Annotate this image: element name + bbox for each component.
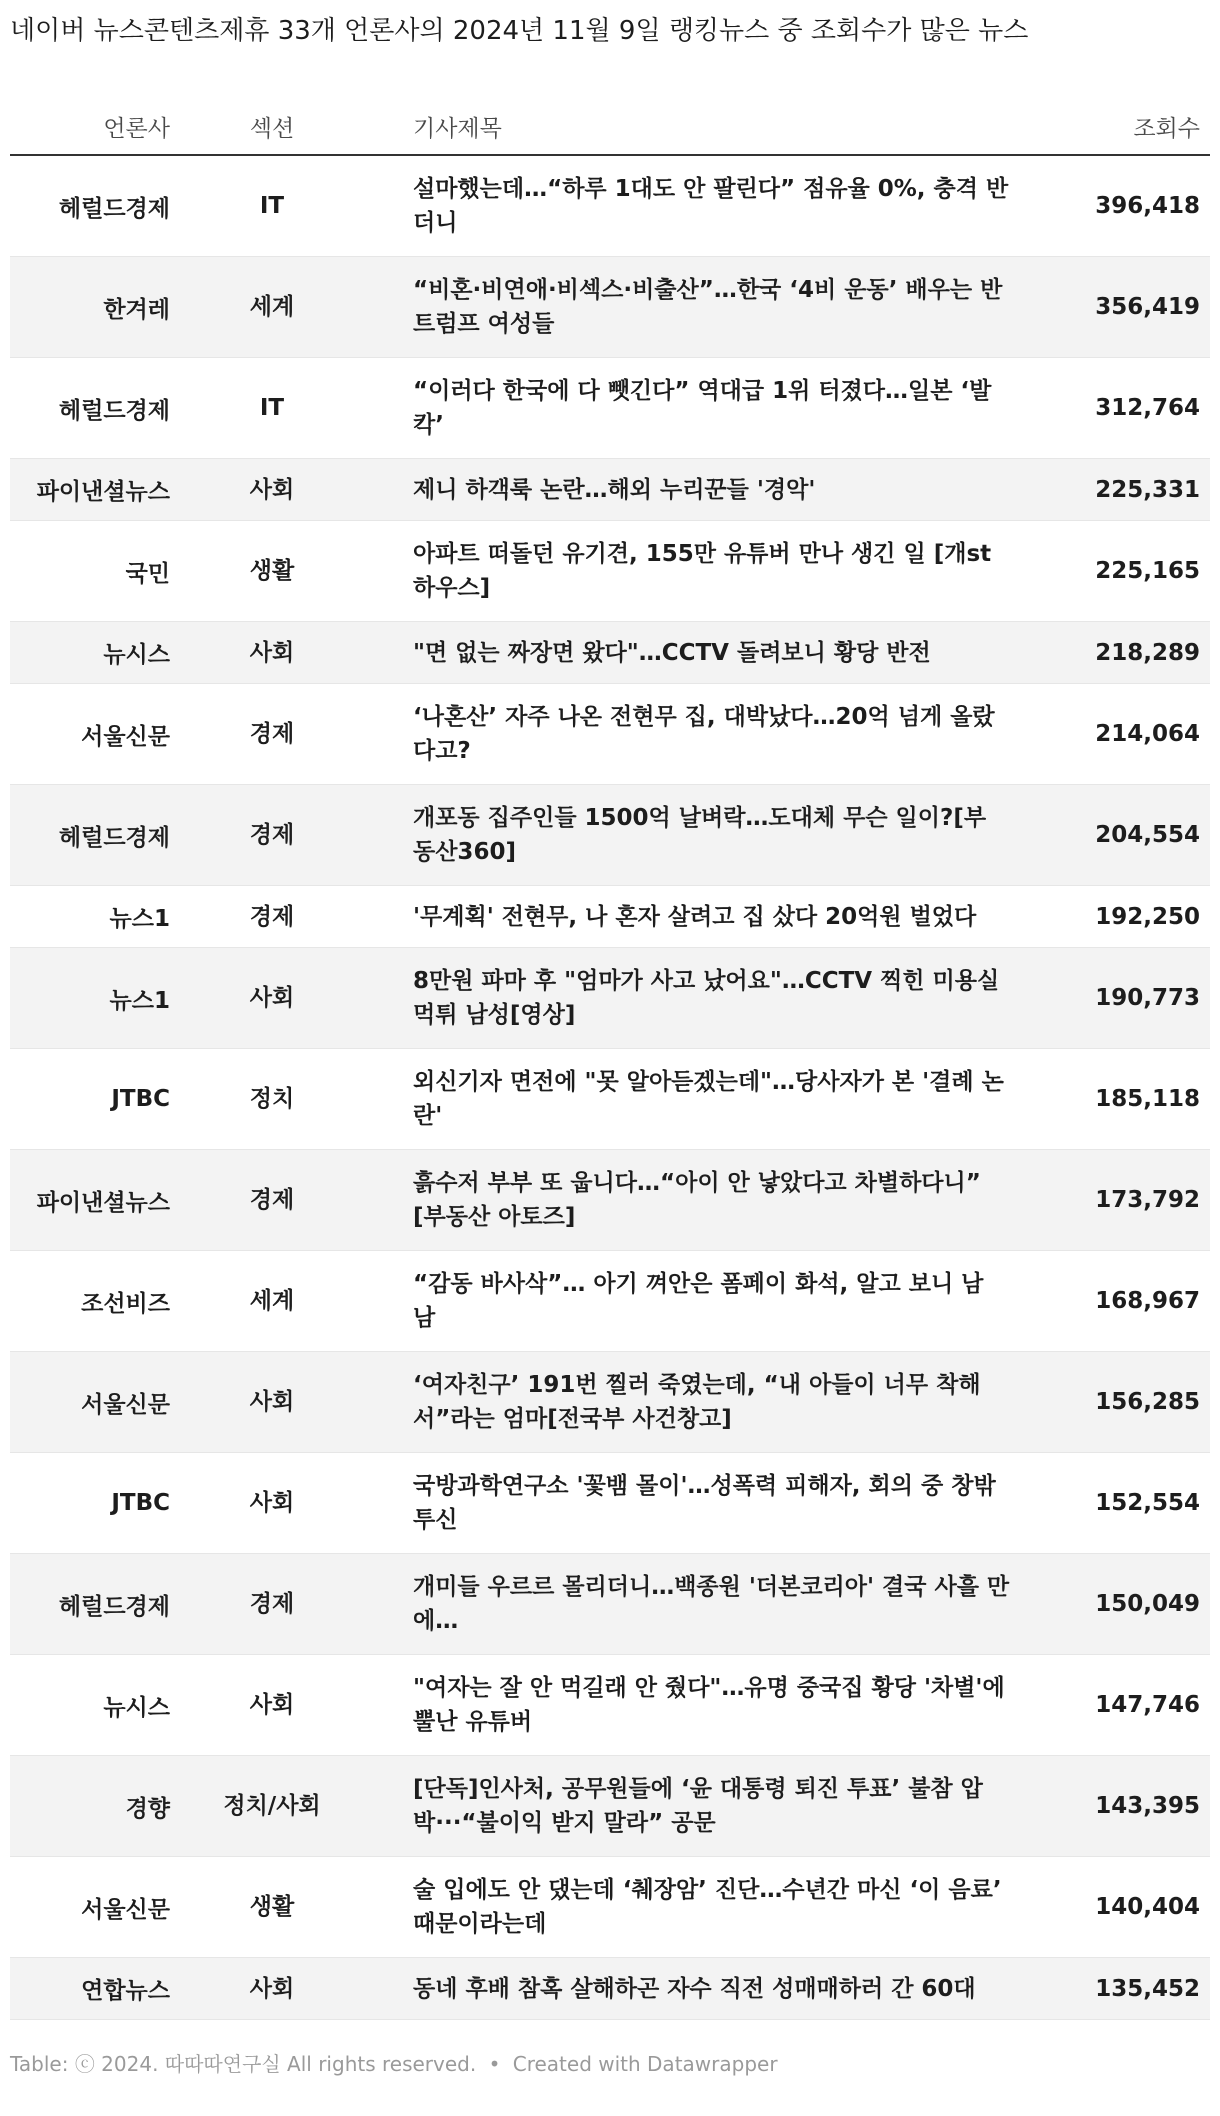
cell-headline: "여자는 잘 안 먹길래 안 줬다"…유명 중국집 황당 '차별'에 뿔난 유튜버 [368,1655,1050,1756]
table-row [10,257,1210,358]
cell-views: 356,419 [1050,257,1210,358]
cell-views: 214,064 [1050,684,1210,785]
table-row [10,358,1210,459]
table-row [10,1756,1210,1857]
cell-press: 파이낸셜뉴스 [10,459,176,521]
cell-section: IT [176,155,368,257]
footer-source: Table: ⓒ 2024. 따따따연구실 All rights reserved. [10,2052,477,2076]
cell-views: 135,452 [1050,1958,1210,2020]
cell-press: 연합뉴스 [10,1958,176,2020]
cell-headline: 개미들 우르르 몰리더니…백종원 '더본코리아' 결국 사흘 만에… [368,1554,1050,1655]
column-header-press[interactable]: 언론사 [10,98,176,155]
cell-section: 경제 [176,785,368,886]
cell-section: 경제 [176,684,368,785]
cell-press: 국민 [10,521,176,622]
table-row [10,948,1210,1049]
cell-views: 204,554 [1050,785,1210,886]
cell-section: 경제 [176,1554,368,1655]
cell-press: 뉴시스 [10,1655,176,1756]
cell-views: 312,764 [1050,358,1210,459]
table-row [10,1857,1210,1958]
cell-headline: 흙수저 부부 또 웁니다…“아이 안 낳았다고 차별하다니” [부동산 아토즈] [368,1150,1050,1251]
cell-section: 사회 [176,1655,368,1756]
cell-press: 헤럴드경제 [10,785,176,886]
cell-headline: 외신기자 면전에 "못 알아듣겠는데"…당사자가 본 '결례 논란' [368,1049,1050,1150]
cell-press: 서울신문 [10,1352,176,1453]
table-row [10,155,1210,257]
cell-section: 사회 [176,1958,368,2020]
cell-headline: “감동 바사삭”… 아기 껴안은 폼페이 화석, 알고 보니 남 남 [368,1251,1050,1352]
cell-views: 192,250 [1050,886,1210,948]
column-header-headline[interactable]: 기사제목 [368,98,1050,155]
cell-headline: "면 없는 짜장면 왔다"…CCTV 돌려보니 황당 반전 [368,622,1050,684]
cell-headline: ‘여자친구’ 191번 찔러 죽였는데, “내 아들이 너무 착해 서”라는 엄마[전국부 사건창고] [368,1352,1050,1453]
cell-press: 뉴스1 [10,948,176,1049]
cell-section: 세계 [176,257,368,358]
cell-headline: 아파트 떠돌던 유기견, 155만 유튜버 만나 생긴 일 [개st 하우스] [368,521,1050,622]
cell-press: 한겨레 [10,257,176,358]
cell-press: 파이낸셜뉴스 [10,1150,176,1251]
cell-press: 경향 [10,1756,176,1857]
cell-headline: 제니 하객룩 논란…해외 누리꾼들 '경악' [368,459,1050,521]
table-row [10,886,1210,948]
cell-views: 168,967 [1050,1251,1210,1352]
cell-press: 조선비즈 [10,1251,176,1352]
ranking-table [10,98,1210,2020]
table-row [10,1251,1210,1352]
cell-section: 정치 [176,1049,368,1150]
cell-views: 185,118 [1050,1049,1210,1150]
cell-headline: 8만원 파마 후 "엄마가 사고 났어요"…CCTV 찍힌 미용실 먹튀 남성[영상] [368,948,1050,1049]
table-row [10,622,1210,684]
cell-press: 뉴시스 [10,622,176,684]
cell-section: 생활 [176,521,368,622]
cell-press: 서울신문 [10,684,176,785]
cell-section: 경제 [176,1150,368,1251]
table-row [10,1655,1210,1756]
table-row [10,1958,1210,2020]
cell-section: 세계 [176,1251,368,1352]
table-row [10,1150,1210,1251]
cell-headline: 개포동 집주인들 1500억 날벼락…도대체 무슨 일이?[부 동산360] [368,785,1050,886]
cell-press: 헤럴드경제 [10,155,176,257]
cell-views: 190,773 [1050,948,1210,1049]
cell-headline: “이러다 한국에 다 뺏긴다” 역대급 1위 터졌다…일본 ‘발 칵’ [368,358,1050,459]
cell-section: IT [176,358,368,459]
table-row [10,684,1210,785]
table-row [10,1453,1210,1554]
column-header-section[interactable]: 섹션 [176,98,368,155]
cell-views: 147,746 [1050,1655,1210,1756]
cell-views: 152,554 [1050,1453,1210,1554]
cell-press: 뉴스1 [10,886,176,948]
cell-press: JTBC [10,1049,176,1150]
cell-section: 사회 [176,948,368,1049]
cell-views: 173,792 [1050,1150,1210,1251]
cell-section: 경제 [176,886,368,948]
cell-section: 사회 [176,1352,368,1453]
cell-section: 정치/사회 [176,1756,368,1857]
cell-views: 150,049 [1050,1554,1210,1655]
table-row [10,521,1210,622]
cell-headline: 국방과학연구소 '꽃뱀 몰이'…성폭력 피해자, 회의 중 창밖 투신 [368,1453,1050,1554]
cell-section: 사회 [176,622,368,684]
column-header-views[interactable]: 조회수 [1050,98,1210,155]
cell-headline: 술 입에도 안 댔는데 ‘췌장암’ 진단…수년간 마신 ‘이 음료’ 때문이라는데 [368,1857,1050,1958]
cell-press: 헤럴드경제 [10,1554,176,1655]
cell-section: 사회 [176,459,368,521]
table-header [10,98,1210,155]
cell-views: 140,404 [1050,1857,1210,1958]
cell-press: JTBC [10,1453,176,1554]
cell-views: 225,331 [1050,459,1210,521]
table-row [10,785,1210,886]
cell-headline: [단독]인사처, 공무원들에 ‘윤 대통령 퇴진 투표’ 불참 압 박···“불이익 받지 말라” 공문 [368,1756,1050,1857]
table-body [10,155,1210,2020]
table-row [10,1554,1210,1655]
table-row [10,459,1210,521]
cell-views: 218,289 [1050,622,1210,684]
cell-headline: '무계획' 전현무, 나 혼자 살려고 집 샀다 20억원 벌었다 [368,886,1050,948]
table-footer [10,2048,1210,2077]
table-row [10,1352,1210,1453]
table-row [10,1049,1210,1150]
cell-headline: 동네 후배 참혹 살해하곤 자수 직전 성매매하러 간 60대 [368,1958,1050,2020]
cell-headline: 설마했는데…“하루 1대도 안 팔린다” 점유율 0%, 충격 반 더니 [368,155,1050,257]
cell-press: 헤럴드경제 [10,358,176,459]
cell-views: 225,165 [1050,521,1210,622]
footer-separator: • [488,2052,501,2076]
cell-views: 396,418 [1050,155,1210,257]
cell-headline: “비혼·비연애·비섹스·비출산”…한국 ‘4비 운동’ 배우는 반 트럼프 여성들 [368,257,1050,358]
cell-section: 사회 [176,1453,368,1554]
cell-views: 156,285 [1050,1352,1210,1453]
cell-views: 143,395 [1050,1756,1210,1857]
page-title: 네이버 뉴스콘텐츠제휴 33개 언론사의 2024년 11월 9일 랭킹뉴스 중 조회수가 많은 뉴스 [10,16,1029,46]
cell-section: 생활 [176,1857,368,1958]
cell-headline: ‘나혼산’ 자주 나온 전현무 집, 대박났다…20억 넘게 올랐 다고? [368,684,1050,785]
footer-credit-link[interactable]: Created with Datawrapper [512,2052,778,2076]
cell-press: 서울신문 [10,1857,176,1958]
